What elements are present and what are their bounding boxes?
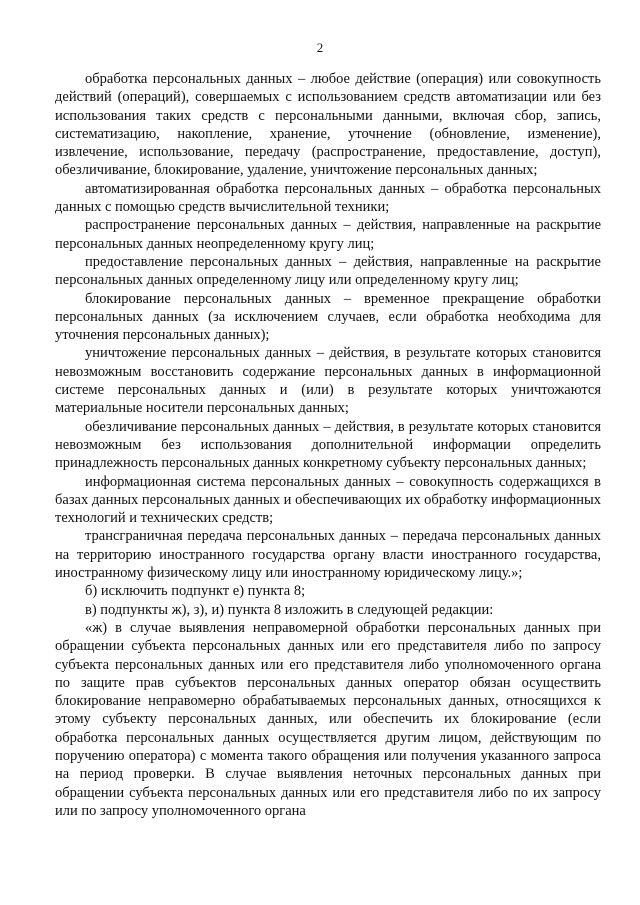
paragraph-automated-processing: автоматизированная обработка персональных данных – обработка персональных данных с помощью средств вычислительной техники; (55, 180, 601, 216)
page-number: 2 (316, 40, 324, 55)
paragraph-subitem-zh: «ж) в случае выявления неправомерной обработки персональных данных при обращении субъекта персональных данных или его представителя либо по запросу субъекта персональных данных или его представителя либо уполномоченного органа по защите прав субъектов персональных данных оператор обязан осуществить блокирование неправомерно обрабатываемых персональных данных, относящихся к этому субъекту персональных данных, или обеспечить их блокирование (если обработка персональных данных осуществляется другим лицом, действующим по поручению оператора) с момента такого обращения или получения указанного запроса на период проверки. В случае выявления неточных персональных данных при обращении субъекта персональных данных или его представителя либо по их запросу или по запросу уполномоченного органа (55, 619, 601, 819)
paragraph-amendment-v: в) подпункты ж), з), и) пункта 8 изложить в следующей редакции: (85, 601, 494, 618)
paragraph-provision: предоставление персональных данных – действия, направленные на раскрытие персональных данных определенному лицу или определенному кругу лиц; (55, 253, 601, 289)
paragraph-processing-definition: обработка персональных данных – любое действие (операция) или совокупность действий (операций), совершаемых с использованием средств автоматизации или без использования таких средств с персональными данными, включая сбор, запись, систематизацию, накопление, хранение, уточнение (обновление, изменение), извлечение, использование, передачу (распространение, предоставление, доступ), обезличивание, блокирование, удаление, уничтожение персональных данных; (55, 71, 601, 179)
paragraph-depersonalization: обезличивание персональных данных – действия, в результате которых становится невозможным без использования дополнительной информации определить принадлежность персональных данных конкретному субъекту персональных данных; (55, 418, 601, 472)
paragraph-information-system: информационная система персональных данных – совокупность содержащихся в базах данных персональных данных и обеспечивающих их обработку информационных технологий и технических средств; (55, 473, 601, 527)
paragraph-dissemination: распространение персональных данных – действия, направленные на раскрытие персональных данных неопределенному кругу лиц; (55, 217, 601, 252)
paragraph-cross-border-transfer: трансграничная передача персональных данных – передача персональных данных на территорию иностранного государства органу власти иностранного государства, иностранному физическому лицу или иностранному юридическому лицу.»; (55, 528, 601, 582)
paragraph-amendment-b: б) исключить подпункт е) пункта 8; (85, 583, 306, 600)
paragraph-destruction: уничтожение персональных данных – действия, в результате которых становится невозможным восстановить содержание персональных данных в информационной системе персональных данных и (или) в результате которых уничтожаются материальные носители персональных данных; (55, 345, 601, 417)
paragraph-blocking: блокирование персональных данных – временное прекращение обработки персональных данных (за исключением случаев, если обработка необходима для уточнения персональных данных); (55, 290, 601, 344)
document-body (55, 70, 601, 820)
